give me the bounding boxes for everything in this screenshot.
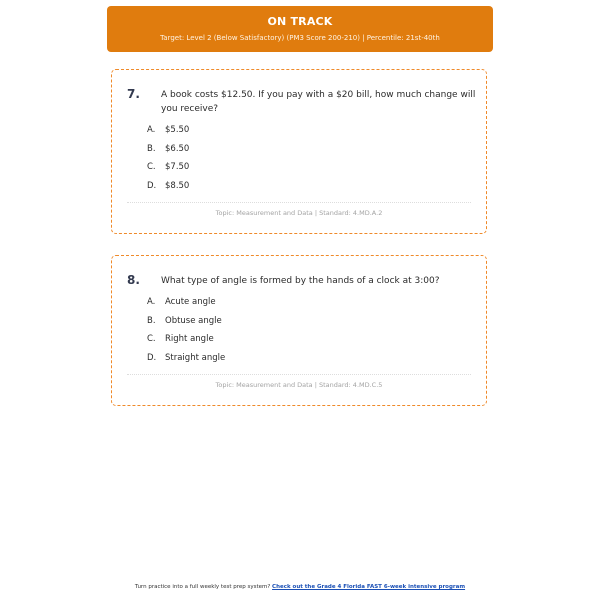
- question-number: 8.: [127, 273, 140, 287]
- status-banner: [107, 6, 493, 52]
- footer: [0, 583, 600, 591]
- divider: [127, 374, 471, 375]
- option-letter: A.: [147, 125, 156, 135]
- option-text: $8.50: [165, 180, 190, 191]
- answer-option-d[interactable]: [147, 352, 225, 371]
- question-number: 7.: [127, 87, 140, 101]
- option-letter: B.: [147, 143, 156, 154]
- answer-option-b[interactable]: [147, 315, 225, 334]
- option-letter: C.: [147, 334, 156, 344]
- option-letter: A.: [147, 297, 156, 307]
- divider: [127, 202, 471, 203]
- question-meta: Topic: Measurement and Data | Standard: 4.MD.A.2: [215, 209, 383, 217]
- answer-options: [147, 124, 189, 198]
- option-text: $5.50: [165, 125, 190, 135]
- answer-option-a[interactable]: [147, 124, 189, 143]
- option-letter: D.: [147, 180, 157, 191]
- option-letter: B.: [147, 315, 156, 326]
- answer-option-b[interactable]: [147, 143, 189, 162]
- answer-option-c[interactable]: [147, 333, 225, 352]
- option-text: Acute angle: [165, 297, 216, 307]
- question-card-7: [111, 69, 487, 234]
- option-text: $6.50: [165, 143, 190, 154]
- option-letter: C.: [147, 162, 156, 172]
- option-text: Right angle: [165, 334, 214, 344]
- question-card-8: [111, 255, 487, 406]
- answer-option-c[interactable]: [147, 161, 189, 180]
- option-letter: D.: [147, 352, 157, 363]
- option-text: Obtuse angle: [165, 315, 222, 326]
- option-text: Straight angle: [165, 352, 226, 363]
- option-text: $7.50: [165, 162, 190, 172]
- answer-options: [147, 296, 225, 370]
- answer-option-a[interactable]: [147, 296, 225, 315]
- footer-text: Turn practice into a full weekly test prep system?: [134, 584, 273, 590]
- answer-option-d[interactable]: [147, 180, 189, 199]
- banner-subtitle: Target: Level 2 (Below Satisfactory) (PM3 Score 200-210) | Percentile: 21st-40th: [160, 34, 440, 42]
- banner-title: ON TRACK: [267, 15, 333, 28]
- program-link[interactable]: Check out the Grade 4 Florida FAST 6-week intensive program: [272, 584, 466, 590]
- question-meta: Topic: Measurement and Data | Standard: 4.MD.C.5: [215, 381, 383, 389]
- question-text: A book costs $12.50. If you pay with a $20 bill, how much change will you receive?: [161, 90, 476, 114]
- question-text: What type of angle is formed by the hands of a clock at 3:00?: [161, 276, 440, 286]
